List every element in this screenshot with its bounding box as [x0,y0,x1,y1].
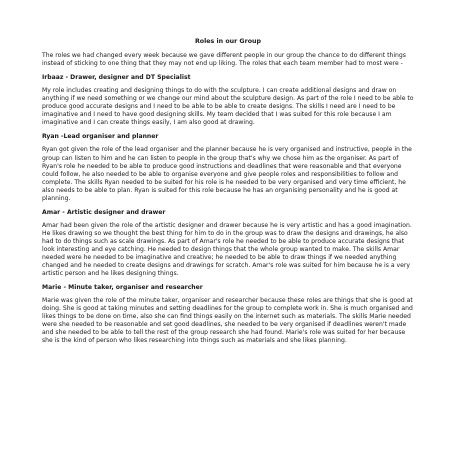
section-heading-marie: Marie - Minute taker, organiser and researcher [42,284,203,292]
document-title: Roles in our Group [194,38,262,45]
section-heading-amar: Amar - Artistic designer and drawer [42,208,166,216]
section-body-marie: Marie was given the role of the minute taker, organiser and researcher because these roles are things that she is good at doing. She is good at taking minutes and setting deadlines for the group to complete work in. She is much organised and likes things to be done on time, also she can find things easily on the internet such as materials. The skills Marie needed were she needed to be reasonable and set good deadlines, she needed to be very organised if deadlines weren't made and she needed to be able to tell the rest of the group research she had found. Marie's role was suited for her because she is the kind of person who likes researching into things such as materials and she likes planning. [42,297,413,345]
section-heading-ryan: Ryan -Lead organiser and planner [42,133,159,141]
intro-paragraph: The roles we had changed every week because we gave different people in our group the chance to do different things instead of sticking to one thing that they may not end up liking. The roles that each team member had to most were - [42,52,406,68]
section-heading-irbaaz: Irbaaz - Drawer, designer and DT Specialist [42,74,191,82]
document-page [42,38,414,443]
section-body-amar: Amar had been given the role of the artistic designer and drawer because he is very artistic and has a good imagination. He likes drawing so we thought the best thing for him to do in the group was to draw the designs and drawings, he also had to do things such as scale drawings. As part of Amar's role he needed to be able to produce accurate designs that look interesting and eye catching. He needed to design things that the whole group wanted to make. The skills Amar needed were he needed to be imaginative and creative; he needed to be able to draw things if we needed anything changed and he needed to create designs and drawings for scratch. Amar's role was suited for him because he is a very artistic person and he likes designing things. [42,221,412,278]
section-body-irbaaz: My role includes creating and designing things to do with the sculpture. I can create additional designs and draw on anything if we need something or we change our mind about the sculpture design. As part of the role I need to be able to produce good accurate designs and I need to be able to be able to create designs. The skills I need are I need to be imaginative and I need to have good designing skills. My team decided that I was suited for this role because I am imaginative and I can create things easily, I am also good at drawing. [42,87,414,127]
section-body-ryan: Ryan got given the role of the lead organiser and the planner because he is very organised and instructive, people in the group can listen to him and he can listen to people in the group that's why we chose him as the organiser. As part of Ryan's role he needed to be able to produce good instructions and deadlines that were reasonable and that everyone could follow, he also needed to be able to organise everyone and give people roles and responsibilities to follow and complete. The skills Ryan needed to be suited for his role is he needed to be very organised and very time efficient, he also needs to be able to plan. Ryan is suited for this role because he has an organising personality and he is good at planning. [42,146,412,202]
